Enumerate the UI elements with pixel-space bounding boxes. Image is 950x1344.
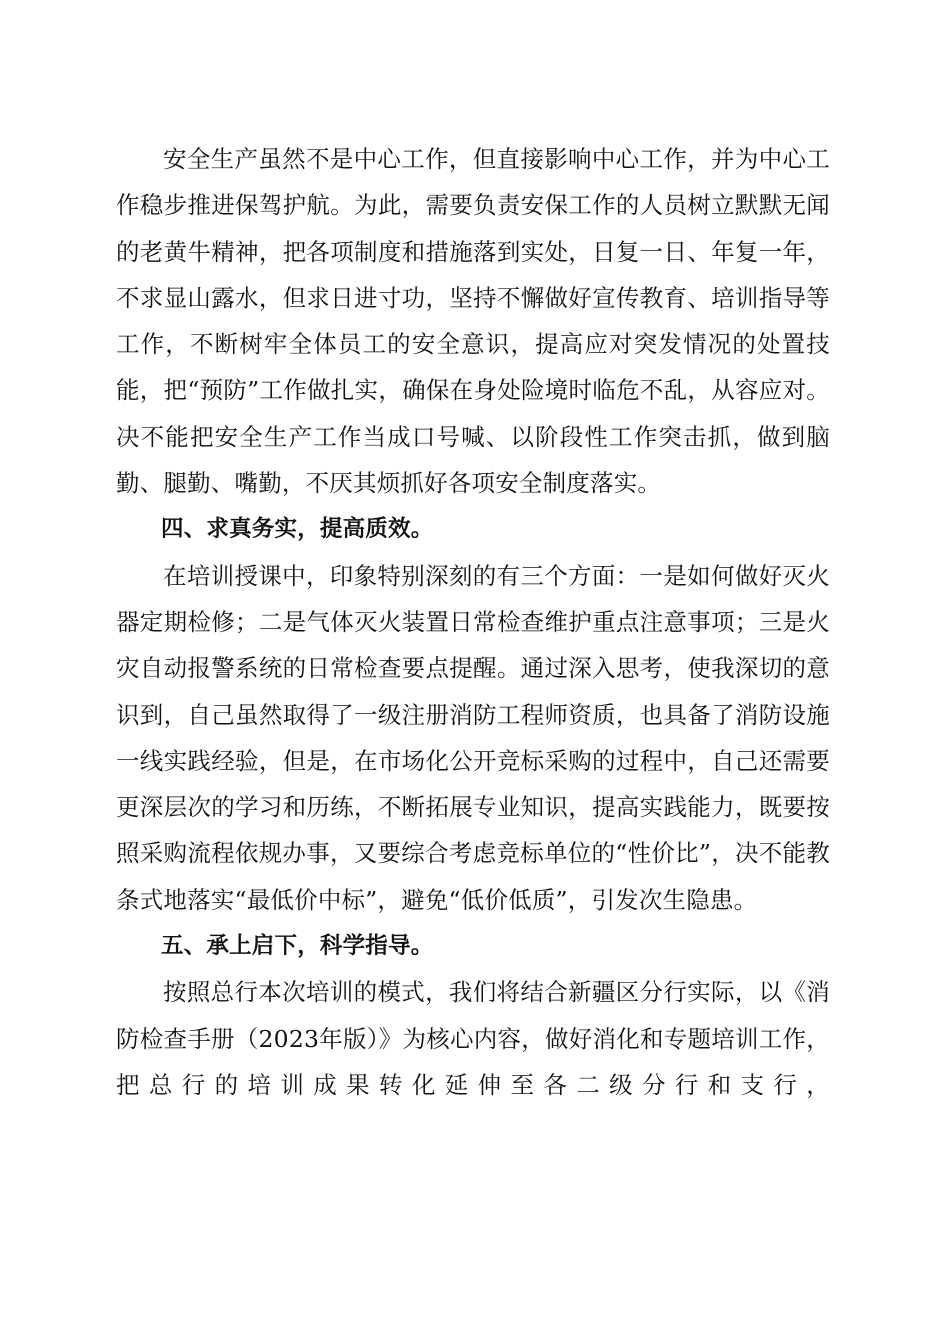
section-heading-4: 四、求真务实，提高质效。 xyxy=(161,516,434,543)
paragraph-training-impressions: 在培训授课中，印象特别深刻的有三个方面：一是如何做好灭火器定期检修；二是气体灭火装置日常检查维护重点注意事项；三是火灾自动报警系统的日常检查要点提醒。通过深入思考，使我深切的意识到，自己虽然取得了一级注册消防工程师资质，也具备了消防设施一线实践经验，但是，在市场化公开竞标采购的过程中，自己还需要更深层次的学习和历练，不断拓展专业知识，提高实践能力，既要按照采购流程依规办事，又要综合考虑竞标单位的“性价比”，决不能教条式地落实“最低价中标”，避免“低价低质”，引发次生隐患。 xyxy=(116,561,830,914)
section-heading-5: 五、承上启下，科学指导。 xyxy=(161,933,434,960)
paragraph-training-plan: 按照总行本次培训的模式，我们将结合新疆区分行实际，以《消防检查手册（2023年版）》为核心内容，做好消化和专题培训工作，把总行的培训成果转化延伸至各二级分行和支行， xyxy=(116,978,830,1099)
document-body xyxy=(116,136,830,1108)
paragraph-safety-production: 安全生产虽然不是中心工作，但直接影响中心工作，并为中心工作稳步推进保驾护航。为此，需要负责安保工作的人员树立默默无闻的老黄牛精神，把各项制度和措施落到实处，日复一日、年复一年，不求显山露水，但求日进寸功，坚持不懈做好宣传教育、培训指导等工作，不断树牢全体员工的安全意识，提高应对突发情况的处置技能，把“预防”工作做扎实，确保在身处险境时临危不乱，从容应对。决不能把安全生产工作当成口号喊、以阶段性工作突击抓，做到脑勤、腿勤、嘴勤，不厌其烦抓好各项安全制度落实。 xyxy=(116,145,830,498)
